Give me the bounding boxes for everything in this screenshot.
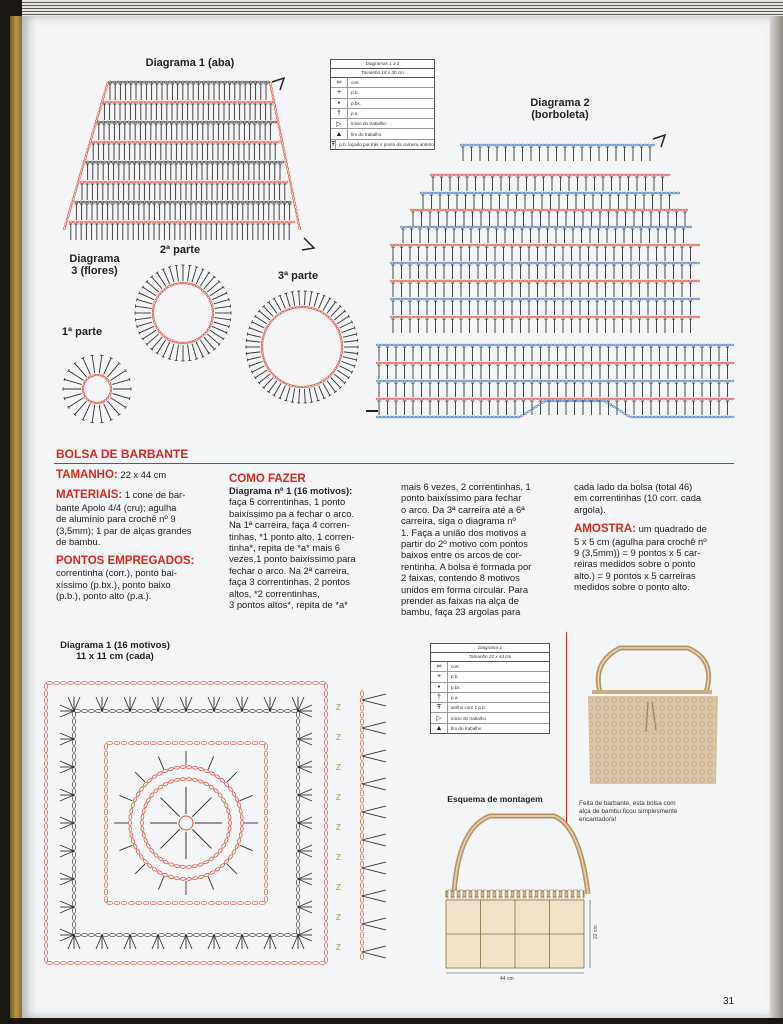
flower-part-3-chart — [243, 288, 361, 406]
materiaisBlock-line: de bambu. — [56, 536, 101, 548]
legend-row — [331, 88, 434, 98]
column-4-text — [574, 481, 734, 515]
legend-symbol-icon: Ŧ — [431, 703, 448, 712]
col2Block-line: altos, *2 correntinhas, — [229, 587, 320, 599]
captionBlock-line: alça de bambu ficou simplesmente — [579, 808, 678, 815]
header-rule — [54, 463, 734, 464]
montagem-title: Esquema de montagem — [447, 794, 543, 804]
amostra-label: AMOSTRA: — [574, 523, 636, 536]
col3Block-line: prender as faixas na alça de — [401, 595, 519, 607]
col3Block-line: 2 faixas, contendo 8 motivos — [401, 572, 520, 584]
captionBlock-line: encantadora! — [579, 816, 617, 823]
col3Block-line: partir do 2º motivo com pontos — [401, 538, 528, 550]
materiaisBlock-line: bante Apolo 4/4 (cru); agulha — [56, 501, 177, 513]
book-spine — [10, 16, 22, 1018]
diagram-2-title-line1: Diagrama 2 — [530, 97, 590, 109]
como-fazer-label: COMO FAZER — [229, 473, 306, 485]
legend-text: p.b. — [451, 674, 459, 680]
legend-symbol-icon: ▷ — [431, 713, 448, 722]
materiais-block — [56, 489, 221, 547]
flower-part-2-chart — [130, 260, 236, 366]
legend-symbol-icon: + — [431, 672, 448, 681]
captionBlock-line: Feita de barbante, esta bolsa com — [579, 800, 676, 807]
legend-text: p.bx. — [351, 100, 361, 106]
svg-text:Z: Z — [336, 763, 341, 772]
col4Block-line: cada lado da bolsa (total 46) — [574, 481, 693, 492]
bag-photo — [578, 632, 728, 800]
svg-text:Z: Z — [336, 733, 341, 742]
legend-row — [331, 119, 434, 129]
legend-bottom-size: Tamanho 22 x 44 cm — [431, 653, 549, 662]
aba-rows — [63, 81, 301, 240]
pontos-label: PONTOS EMPREGADOS: — [56, 555, 195, 568]
svg-text:Z: Z — [336, 793, 341, 802]
photo-handle — [598, 648, 708, 692]
column-2-text — [229, 496, 399, 610]
diagram-1-aba-chart — [60, 70, 330, 260]
col2Block-line: fechar o arco. Na 2ª carreira, — [229, 564, 350, 576]
rings — [448, 890, 583, 901]
part-1-label: 1ª parte — [61, 326, 103, 338]
amostraBlock-line: alto.) = 9 pontos x 5 carreiras — [574, 569, 696, 581]
diagram-3-title-line1: Diagrama — [69, 253, 120, 265]
col2Block-line: tinhas, *1 ponto alto, 1 corren- — [229, 530, 355, 542]
tamanho-value: 22 x 44 cm — [120, 469, 167, 480]
svg-text:Z: Z — [336, 853, 341, 862]
col2Block-line: Na 1ª carreira, faça 4 corren- — [229, 519, 350, 531]
amostraBlock-line: reiras medidos sobre o ponto — [574, 558, 696, 570]
legend-symbol-icon: ▲ — [331, 129, 348, 138]
bag-panels — [446, 900, 584, 968]
legend-bottom — [430, 643, 550, 734]
materiais-label: MATERIAIS: — [56, 489, 123, 502]
col3Block-line: mais 6 vezes, 2 correntinhas, 1 — [401, 481, 531, 492]
column-3 — [401, 481, 571, 618]
end-arrow-icon — [302, 238, 314, 250]
legend-text: fim do trabalho — [451, 725, 482, 731]
legend-row — [431, 724, 549, 733]
svg-text:Z: Z — [336, 703, 341, 712]
column-2 — [229, 473, 399, 610]
part-3-label: 3ª parte — [277, 270, 319, 282]
pontos-block — [56, 567, 221, 601]
col3Block-line: o arco. Da 3ª carreira até a 6ª — [401, 503, 525, 515]
legend-row — [331, 99, 434, 109]
motif-title-line2: 11 x 11 cm (cada) — [76, 651, 154, 662]
materiaisBlock-line: 1 cone de bar- — [124, 489, 186, 501]
diagram-2-title — [505, 97, 615, 121]
photo-handle-highlight — [598, 648, 708, 692]
legend-symbol-icon: • — [431, 683, 448, 692]
borboleta-rows — [368, 135, 734, 418]
column-3-text — [401, 481, 571, 618]
legend-symbol-icon: † — [331, 109, 348, 118]
legend-bottom-title: Diagrama 1 — [431, 644, 549, 653]
legend-top-size: Tamanho 18 x 30 cm — [331, 69, 434, 78]
start-arrow-icon — [272, 78, 284, 90]
col2Block-line: vezes,1 ponto baixíssimo para — [229, 553, 356, 565]
amostra-block — [574, 523, 734, 592]
col2Block-line: faça 3 correntinhas, 2 pontos — [229, 576, 350, 588]
col4Block-line: argola). — [574, 503, 606, 515]
photo-divider — [566, 632, 567, 822]
legend-text: p.b. laçado por trás o ponto da carreira anterior — [339, 141, 436, 147]
legend-symbol-icon: ▷ — [331, 119, 348, 128]
legend-symbol-icon: ▲ — [431, 724, 448, 733]
legend-text: corr. — [351, 80, 360, 86]
legend-symbol-icon: † — [431, 693, 448, 702]
legend-text: início do trabalho — [351, 121, 386, 127]
como-fazer-sub: Diagrama nº 1 (16 motivos): — [229, 485, 353, 496]
col3Block-line: rentinha. A bolsa é formada por — [401, 560, 532, 572]
assembly-scheme — [440, 808, 610, 983]
svg-text:Z: Z — [336, 913, 341, 922]
legend-text: p.b. — [351, 90, 359, 96]
svg-text:Z: Z — [336, 823, 341, 832]
materiaisBlock-line: de alumínio para crochê nº 9 — [56, 513, 176, 525]
flower-part-1-chart — [52, 344, 142, 434]
diagram-2-title-line2: (borboleta) — [531, 109, 589, 121]
page-number: 31 — [723, 996, 735, 1007]
motif-square-chart — [36, 660, 406, 980]
amostraBlock-line: 9 (3,5mm)) = 9 pontos x 5 car- — [574, 547, 701, 559]
legend-row — [331, 109, 434, 119]
diagram-1-title: Diagrama 1 (aba) — [145, 57, 235, 69]
width-dimension-label: 44 cm — [500, 976, 514, 982]
legend-row — [431, 703, 549, 713]
legend-symbol-icon: ∞ — [331, 78, 348, 87]
col3Block-line: ponto baixíssimo para fechar — [401, 492, 522, 504]
svg-text:Z: Z — [336, 943, 341, 952]
col2Block-line: faça 5 correntinhas, 1 ponto — [229, 496, 346, 508]
col2Block-line: 3 pontos altos*, repita de *a* — [229, 599, 348, 611]
photo-rod — [592, 690, 712, 694]
col2Block-line: tinha*, repita de *a* mais 6 — [229, 542, 341, 554]
col2Block-line: baixíssimo pa a fechar o arco. — [229, 507, 355, 519]
motif-title-line1: Diagrama 1 (16 motivos) — [60, 640, 170, 651]
height-dimension-label: 22 cm — [593, 925, 599, 939]
legend-row — [431, 662, 549, 672]
col4Block-line: em correntinhas (10 corr. cada — [574, 492, 702, 504]
legend-text: anilho com 1 p.b. — [451, 705, 486, 711]
legend-text: corr. — [451, 664, 460, 670]
amostraBlock-line: medidos sobre o ponto alto. — [574, 581, 690, 593]
legend-row — [331, 78, 434, 88]
legend-symbol-icon: ∞ — [431, 662, 448, 671]
photo-caption — [579, 800, 729, 824]
amostraBlock-line: um quadrado de — [638, 523, 707, 535]
bamboo-handle-highlight — [454, 816, 588, 894]
col3Block-line: baixos entre os arcos de cor- — [401, 549, 522, 561]
legend-text: p.bx. — [451, 684, 461, 690]
legend-text: p.a. — [451, 695, 459, 701]
pontosBlock-line: xíssimo (p.bx.), ponto baixo — [56, 578, 171, 590]
part-2-label: 2ª parte — [159, 244, 201, 256]
pontosBlock-line: correntinha (corr.), ponto bai- — [56, 567, 177, 579]
legend-text: início do trabalho — [451, 715, 486, 721]
legend-symbol-icon: + — [331, 88, 348, 97]
diagram-3-title-line2: 3 (flores) — [71, 265, 118, 277]
diagram-2-borboleta-chart — [370, 135, 745, 425]
col3Block-line: bambu, faça 23 argolas para — [401, 606, 521, 618]
legend-text: p.a. — [351, 111, 359, 117]
col3Block-line: carreira, siga o diagrama nº — [401, 515, 516, 527]
motif-title — [40, 640, 190, 662]
col3Block-line: 1. Faça a união dos motivos a — [401, 526, 527, 538]
legend-symbol-icon: • — [331, 99, 348, 108]
article-title: BOLSA DE BARBANTE — [56, 447, 189, 461]
amostraBlock-line: 5 x 5 cm (agulha para crochê nº — [574, 535, 707, 547]
column-4 — [574, 481, 734, 593]
tamanho-label: TAMANHO: — [56, 469, 118, 481]
col3Block-line: unidos em forma circular. Para — [401, 583, 529, 595]
legend-text: fim do trabalho — [351, 131, 382, 137]
legend-row — [431, 713, 549, 723]
pontosBlock-line: (p.b.), ponto alto (p.a.). — [56, 590, 152, 602]
legend-symbol-icon: Ŧ — [331, 140, 336, 148]
svg-text:Z: Z — [336, 883, 341, 892]
legend-row — [431, 672, 549, 682]
column-1 — [56, 469, 221, 602]
materiaisBlock-line: (3,5mm); 1 par de alças grandes — [56, 524, 192, 536]
legend-row — [431, 683, 549, 693]
page-edge — [770, 16, 783, 1018]
legend-top-title: Diagramas 1 a 3 — [331, 60, 434, 69]
legend-row — [431, 693, 549, 703]
